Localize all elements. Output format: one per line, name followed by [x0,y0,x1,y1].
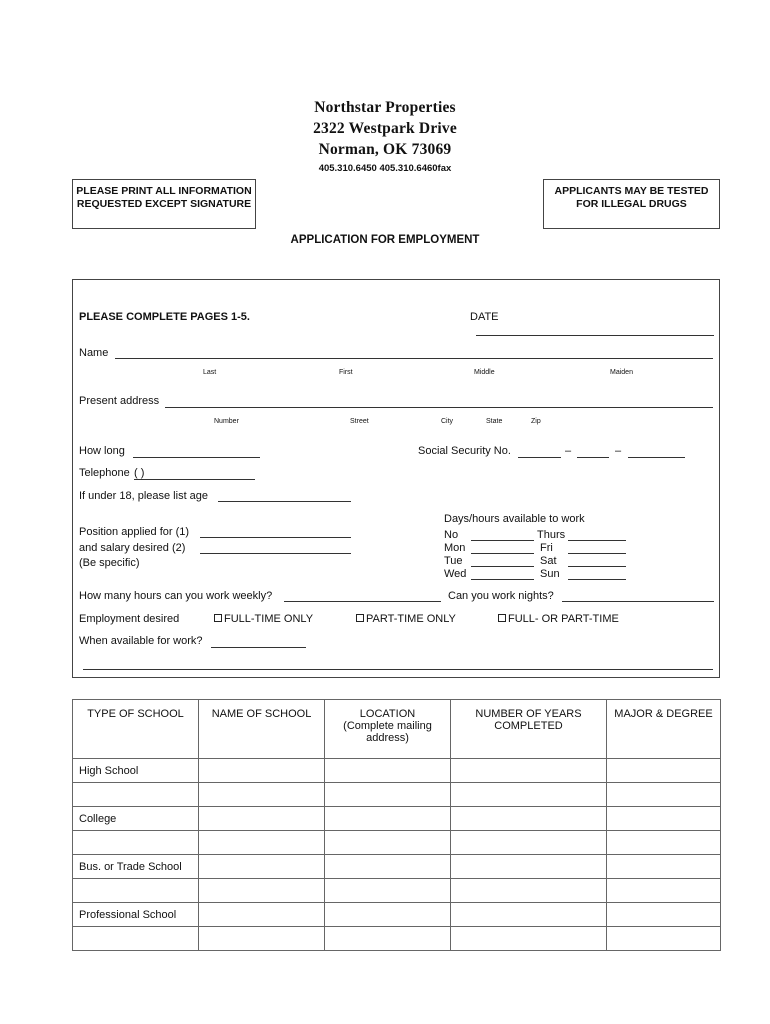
date-label: DATE [470,311,499,323]
company-phones: 405.310.6450 405.310.6460fax [318,163,452,174]
form-title: APPLICATION FOR EMPLOYMENT [290,234,480,246]
day-wed-field[interactable] [471,579,534,580]
under18-age-field[interactable] [218,501,351,502]
header-location-sub: (Complete mailing address) [343,720,432,744]
school-type-blank [73,879,199,903]
address-sub-street: Street [350,418,369,425]
table-row [73,903,721,927]
checkbox-icon[interactable] [214,614,222,622]
option-full-time[interactable] [214,613,313,625]
day-sat-label: Sat [540,555,557,567]
school-major-cell[interactable] [607,927,721,951]
day-sat-field[interactable] [568,566,626,567]
available-label: When available for work? [79,635,203,647]
date-field[interactable] [476,335,714,336]
school-years-cell[interactable] [451,855,607,879]
hours-weekly-label: How many hours can you work weekly? [79,590,273,602]
school-name-cell[interactable] [199,903,325,927]
school-name-cell[interactable] [199,831,325,855]
day-sun-label: Sun [540,568,560,580]
school-location-cell[interactable] [325,855,451,879]
position-label: Position applied for (1) [79,526,190,538]
school-major-cell[interactable] [607,879,721,903]
how-long-label: How long [79,445,125,457]
school-major-cell[interactable] [607,783,721,807]
telephone-area-code: ( ) [134,467,145,479]
name-sub-first: First [339,369,353,376]
name-field[interactable] [115,358,713,359]
school-type-professional: Professional School [73,903,199,927]
school-location-cell[interactable] [325,783,451,807]
school-location-cell[interactable] [325,759,451,783]
school-type-high-school: High School [73,759,199,783]
school-name-cell[interactable] [199,807,325,831]
table-row [73,783,721,807]
address-field[interactable] [165,407,713,408]
drug-test-notice: APPLICANTS MAY BE TESTED FOR ILLEGAL DRUGS [543,179,720,229]
company-street: 2322 Westpark Drive [313,120,457,137]
how-long-field[interactable] [133,457,260,458]
school-years-cell[interactable] [451,903,607,927]
school-major-cell[interactable] [607,855,721,879]
school-name-cell[interactable] [199,879,325,903]
school-location-cell[interactable] [325,879,451,903]
education-header-row [73,700,721,759]
school-years-cell[interactable] [451,879,607,903]
school-location-cell[interactable] [325,831,451,855]
school-years-cell[interactable] [451,927,607,951]
complete-pages-label: PLEASE COMPLETE PAGES 1-5. [79,311,250,323]
school-type-trade: Bus. or Trade School [73,855,199,879]
education-table [72,699,721,951]
position-2-field[interactable] [200,553,351,554]
name-sub-last: Last [203,369,217,376]
telephone-field[interactable] [134,479,255,480]
under18-label: If under 18, please list age [79,490,209,502]
day-thurs-field[interactable] [568,540,626,541]
day-fri-label: Fri [540,542,553,554]
school-years-cell[interactable] [451,783,607,807]
day-tue-field[interactable] [471,566,534,567]
table-row [73,831,721,855]
table-row [73,879,721,903]
school-major-cell[interactable] [607,807,721,831]
option-full-time-label: FULL-TIME ONLY [224,613,314,625]
school-location-cell[interactable] [325,807,451,831]
school-name-cell[interactable] [199,759,325,783]
ssn-separator-1: – [565,445,572,457]
option-full-or-part-time[interactable] [498,613,619,625]
available-extra-line[interactable] [83,669,713,670]
school-major-cell[interactable] [607,831,721,855]
available-field[interactable] [211,647,306,648]
school-type-blank [73,831,199,855]
address-sub-state: State [486,418,503,425]
option-part-time[interactable] [356,613,456,625]
checkbox-icon[interactable] [356,614,364,622]
address-sub-city: City [441,418,454,425]
school-location-cell[interactable] [325,927,451,951]
option-part-time-label: PART-TIME ONLY [366,613,456,625]
nights-label: Can you work nights? [448,590,554,602]
school-years-cell[interactable] [451,807,607,831]
school-name-cell[interactable] [199,855,325,879]
ssn-part1-field[interactable] [518,457,561,458]
ssn-part3-field[interactable] [628,457,685,458]
address-label: Present address [79,395,160,407]
day-thurs-label: Thurs [537,529,566,541]
header-years-completed: NUMBER OF YEARS COMPLETED [451,700,607,759]
name-sub-maiden: Maiden [610,369,633,376]
day-tue-label: Tue [444,555,463,567]
nights-field[interactable] [562,601,714,602]
name-label: Name [79,347,109,359]
print-notice: PLEASE PRINT ALL INFORMATION REQUESTED EXCEPT SIGNATURE [72,179,256,229]
ssn-separator-2: – [615,445,622,457]
name-sub-middle: Middle [474,369,495,376]
address-sub-zip: Zip [531,418,541,425]
table-row [73,807,721,831]
school-name-cell[interactable] [199,927,325,951]
option-full-or-part-time-label: FULL- OR PART-TIME [508,613,619,625]
header-location [325,700,451,759]
school-major-cell[interactable] [607,903,721,927]
hours-weekly-field[interactable] [284,601,441,602]
table-row [73,855,721,879]
school-type-college: College [73,807,199,831]
day-mon-label: Mon [444,542,466,554]
employment-desired-label: Employment desired [79,613,180,625]
day-wed-label: Wed [444,568,467,580]
checkbox-icon[interactable] [498,614,506,622]
school-years-cell[interactable] [451,759,607,783]
school-type-blank [73,783,199,807]
ssn-part2-field[interactable] [577,457,609,458]
day-no-label: No [444,529,459,541]
school-major-cell[interactable] [607,759,721,783]
header-name-of-school: NAME OF SCHOOL [199,700,325,759]
telephone-label: Telephone [79,467,130,479]
position-1-field[interactable] [200,537,351,538]
day-no-field[interactable] [471,540,534,541]
day-fri-field[interactable] [568,553,626,554]
header-location-main: LOCATION [359,708,416,720]
ssn-label: Social Security No. [418,445,511,457]
table-row [73,759,721,783]
company-city: Norman, OK 73069 [318,141,452,158]
school-type-blank [73,927,199,951]
days-available-title: Days/hours available to work [444,513,585,525]
day-mon-field[interactable] [471,553,534,554]
salary-label: and salary desired (2) [79,542,186,554]
day-sun-field[interactable] [568,579,626,580]
header-major-degree: MAJOR & DEGREE [607,700,721,759]
be-specific-label: (Be specific) [79,557,140,569]
company-name: Northstar Properties [314,99,456,116]
address-sub-number: Number [214,418,239,425]
school-location-cell[interactable] [325,903,451,927]
school-name-cell[interactable] [199,783,325,807]
header-type-of-school: TYPE OF SCHOOL [73,700,199,759]
table-row [73,927,721,951]
school-years-cell[interactable] [451,831,607,855]
